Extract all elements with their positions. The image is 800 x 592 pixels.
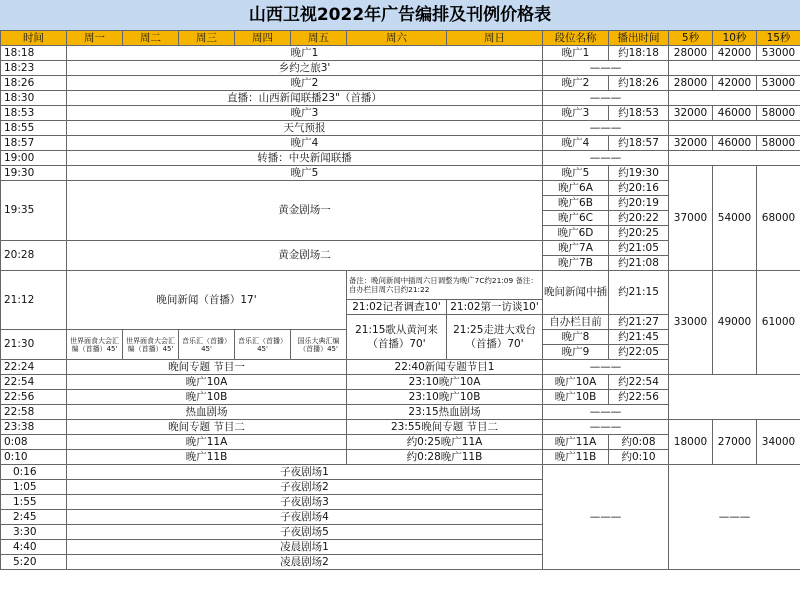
program-cell: 晚间专题 节目二	[67, 420, 347, 435]
air-cell: 约22:56	[609, 390, 669, 405]
price-10s: 42000	[713, 76, 757, 91]
header-5s: 5秒	[669, 31, 713, 46]
table-row	[1, 420, 800, 435]
sat-cell: 21:15歌从黄河来（首播）70'	[347, 315, 447, 360]
program-cell: 子夜剧场4	[67, 510, 543, 525]
header-10s: 10秒	[713, 31, 757, 46]
header-row	[1, 31, 800, 46]
air-cell: 约0:10	[609, 450, 669, 465]
dash-price-text: ———	[718, 510, 751, 523]
schedule-grid	[0, 30, 800, 570]
slot-cell: 晚广6B	[543, 196, 609, 211]
time-cell: 4:40	[1, 540, 67, 555]
table-row	[1, 271, 800, 300]
price-5s: 28000	[669, 46, 713, 61]
table-row	[1, 136, 800, 151]
slot-cell: 晚广11A	[543, 435, 609, 450]
time-cell: 18:18	[1, 46, 67, 61]
program-cell: 子夜剧场2	[67, 480, 543, 495]
dash-cell: ———	[543, 420, 669, 435]
time-cell: 19:30	[1, 166, 67, 181]
air-cell: 约18:18	[609, 46, 669, 61]
header-15s: 15秒	[757, 31, 800, 46]
dash-cell: ———	[543, 405, 669, 420]
program-cell: 晚广11A	[67, 435, 347, 450]
price-15s: 68000	[757, 166, 800, 271]
table-row	[1, 61, 800, 76]
empty-price-cell	[669, 121, 800, 136]
air-cell: 约18:26	[609, 76, 669, 91]
time-cell: 22:56	[1, 390, 67, 405]
price-15s: 53000	[757, 76, 800, 91]
time-cell: 22:54	[1, 375, 67, 390]
air-cell: 约21:45	[609, 330, 669, 345]
program-cell: 直播：山西新闻联播23"（首播）	[67, 91, 543, 106]
program-cell: 乡约之旅3'	[67, 61, 543, 76]
slot-cell: 晚广8	[543, 330, 609, 345]
time-cell: 18:23	[1, 61, 67, 76]
air-cell: 约20:16	[609, 181, 669, 196]
header-wed: 周三	[179, 31, 235, 46]
program-cell: 晚广3	[67, 106, 543, 121]
air-cell: 约18:57	[609, 136, 669, 151]
air-cell: 约21:05	[609, 241, 669, 256]
table-row	[1, 106, 800, 121]
program-cell: 转播：中央新闻联播	[67, 151, 543, 166]
time-cell: 18:55	[1, 121, 67, 136]
time-cell: 18:26	[1, 76, 67, 91]
weekend-cell: 23:10晚广10B	[347, 390, 543, 405]
slot-cell: 晚广3	[543, 106, 609, 121]
price-10s: 46000	[713, 106, 757, 121]
note-cell: 备注：晚间新闻中插周六日调整为晚广7C约21:09 备注：自办栏目周六日约21:22	[347, 271, 543, 300]
time-cell: 0:10	[1, 450, 67, 465]
time-cell: 18:30	[1, 91, 67, 106]
dash-price-cell	[669, 465, 800, 570]
empty-price-cell	[669, 91, 800, 106]
header-thu: 周四	[235, 31, 291, 46]
header-mon: 周一	[67, 31, 123, 46]
slot-cell: 晚广6D	[543, 226, 609, 241]
table-row	[1, 405, 800, 420]
fri-cell: 国乐大典汇编（首播）45'	[291, 330, 347, 360]
header-sun: 周日	[447, 31, 543, 46]
time-cell: 18:53	[1, 106, 67, 121]
price-5s: 37000	[669, 166, 713, 271]
sat-cell: 21:02记者调查10'	[347, 300, 447, 315]
weekend-cell: 约0:28晚广11B	[347, 450, 543, 465]
air-cell: 约21:15	[609, 271, 669, 315]
time-cell: 19:00	[1, 151, 67, 166]
slot-cell: 晚广1	[543, 46, 609, 61]
mon-cell: 世界面食大会汇编（首播）45'	[67, 330, 123, 360]
time-cell: 0:08	[1, 435, 67, 450]
program-cell: 晚广10B	[67, 390, 347, 405]
table-row	[1, 46, 800, 61]
price-10s: 46000	[713, 136, 757, 151]
dash-cell: ———	[543, 121, 669, 136]
weekend-cell: 23:10晚广10A	[347, 375, 543, 390]
header-slot: 段位名称	[543, 31, 609, 46]
program-cell: 晚广4	[67, 136, 543, 151]
slot-cell: 晚间新闻中插	[543, 271, 609, 315]
slot-cell: 晚广11B	[543, 450, 609, 465]
dash-cell: ———	[543, 91, 669, 106]
program-cell: 子夜剧场1	[67, 465, 543, 480]
title-bold: 山西	[248, 5, 283, 25]
time-cell: 22:24	[1, 360, 67, 375]
time-cell: 19:35	[1, 181, 67, 241]
table-row	[1, 151, 800, 166]
price-5s: 33000	[669, 271, 713, 375]
time-cell: 3:30	[1, 525, 67, 540]
price-5s: 18000	[669, 420, 713, 465]
program-cell: 黄金剧场二	[67, 241, 543, 271]
slot-cell: 晚广6C	[543, 211, 609, 226]
time-cell: 22:58	[1, 405, 67, 420]
dash-cell: ———	[543, 151, 669, 166]
slot-cell: 晚广4	[543, 136, 609, 151]
slot-cell: 晚广10A	[543, 375, 609, 390]
time-cell: 5:20	[1, 555, 67, 570]
program-cell: 凌晨剧场2	[67, 555, 543, 570]
air-cell: 约22:05	[609, 345, 669, 360]
program-cell: 晚广5	[67, 166, 543, 181]
empty-price-cell	[669, 151, 800, 166]
time-cell: 20:28	[1, 241, 67, 271]
price-15s: 61000	[757, 271, 800, 375]
time-cell: 1:55	[1, 495, 67, 510]
price-15s: 34000	[757, 420, 800, 465]
air-cell: 约21:27	[609, 315, 669, 330]
price-5s: 32000	[669, 136, 713, 151]
time-cell: 1:05	[1, 480, 67, 495]
program-cell: 黄金剧场一	[67, 181, 543, 241]
table-row	[1, 465, 800, 480]
header-tue: 周二	[123, 31, 179, 46]
slot-cell: 晚广5	[543, 166, 609, 181]
header-sat: 周六	[347, 31, 447, 46]
price-10s: 49000	[713, 271, 757, 375]
price-10s: 54000	[713, 166, 757, 271]
program-cell: 晚广1	[67, 46, 543, 61]
table-row	[1, 390, 800, 405]
weekend-cell: 22:40新闻专题节目1	[347, 360, 543, 375]
air-cell: 约20:25	[609, 226, 669, 241]
program-cell: 热血剧场	[67, 405, 347, 420]
table-row	[1, 375, 800, 390]
thu-cell: 音乐汇（首播）45'	[235, 330, 291, 360]
weekend-cell: 约0:25晚广11A	[347, 435, 543, 450]
program-cell: 天气预报	[67, 121, 543, 136]
air-cell: 约19:30	[609, 166, 669, 181]
program-cell: 凌晨剧场1	[67, 540, 543, 555]
weekend-cell: 23:55晚间专题 节目二	[347, 420, 543, 435]
air-cell: 约0:08	[609, 435, 669, 450]
table-row	[1, 76, 800, 91]
time-cell: 0:16	[1, 465, 67, 480]
table-row	[1, 121, 800, 136]
time-cell: 23:38	[1, 420, 67, 435]
slot-cell: 自办栏目前	[543, 315, 609, 330]
slot-cell: 晚广9	[543, 345, 609, 360]
wed-cell: 音乐汇（首播）45'	[179, 330, 235, 360]
dash-cell: ———	[543, 360, 669, 375]
time-cell: 21:30	[1, 330, 67, 360]
weekend-cell: 23:15热血剧场	[347, 405, 543, 420]
program-cell: 晚广2	[67, 76, 543, 91]
tue-cell: 世界面食大会汇编（首播）45'	[123, 330, 179, 360]
dash-cell: ———	[543, 61, 669, 76]
header-time: 时间	[1, 31, 67, 46]
sun-cell: 21:25走进大戏台（首播）70'	[447, 315, 543, 360]
time-cell: 21:12	[1, 271, 67, 330]
price-15s: 58000	[757, 106, 800, 121]
header-air: 播出时间	[609, 31, 669, 46]
table-row	[1, 166, 800, 181]
slot-cell: 晚广10B	[543, 390, 609, 405]
schedule-table	[0, 30, 800, 570]
price-5s: 28000	[669, 76, 713, 91]
title-rest: 卫视2022年广告编排及刊例价格表	[282, 5, 552, 25]
air-cell: 约20:22	[609, 211, 669, 226]
price-10s: 42000	[713, 46, 757, 61]
time-cell: 18:57	[1, 136, 67, 151]
slot-cell: 晚广2	[543, 76, 609, 91]
empty-price-cell	[669, 61, 800, 76]
program-cell: 晚间专题 节目一	[67, 360, 347, 375]
price-5s: 32000	[669, 106, 713, 121]
program-cell: 晚广10A	[67, 375, 347, 390]
time-cell: 2:45	[1, 510, 67, 525]
air-cell: 约20:19	[609, 196, 669, 211]
sheet-title	[0, 0, 800, 31]
price-15s: 53000	[757, 46, 800, 61]
air-cell: 约18:53	[609, 106, 669, 121]
price-10s: 27000	[713, 420, 757, 465]
dash-cell: ———	[543, 465, 669, 570]
table-row	[1, 91, 800, 106]
header-fri: 周五	[291, 31, 347, 46]
air-cell: 约21:08	[609, 256, 669, 271]
program-cell: 晚广11B	[67, 450, 347, 465]
program-cell: 晚间新闻（首播）17'	[67, 271, 347, 330]
slot-cell: 晚广7A	[543, 241, 609, 256]
air-cell: 约22:54	[609, 375, 669, 390]
sun-cell: 21:02第一访谈10'	[447, 300, 543, 315]
slot-cell: 晚广6A	[543, 181, 609, 196]
program-cell: 子夜剧场3	[67, 495, 543, 510]
program-cell: 子夜剧场5	[67, 525, 543, 540]
price-15s: 58000	[757, 136, 800, 151]
slot-cell: 晚广7B	[543, 256, 609, 271]
